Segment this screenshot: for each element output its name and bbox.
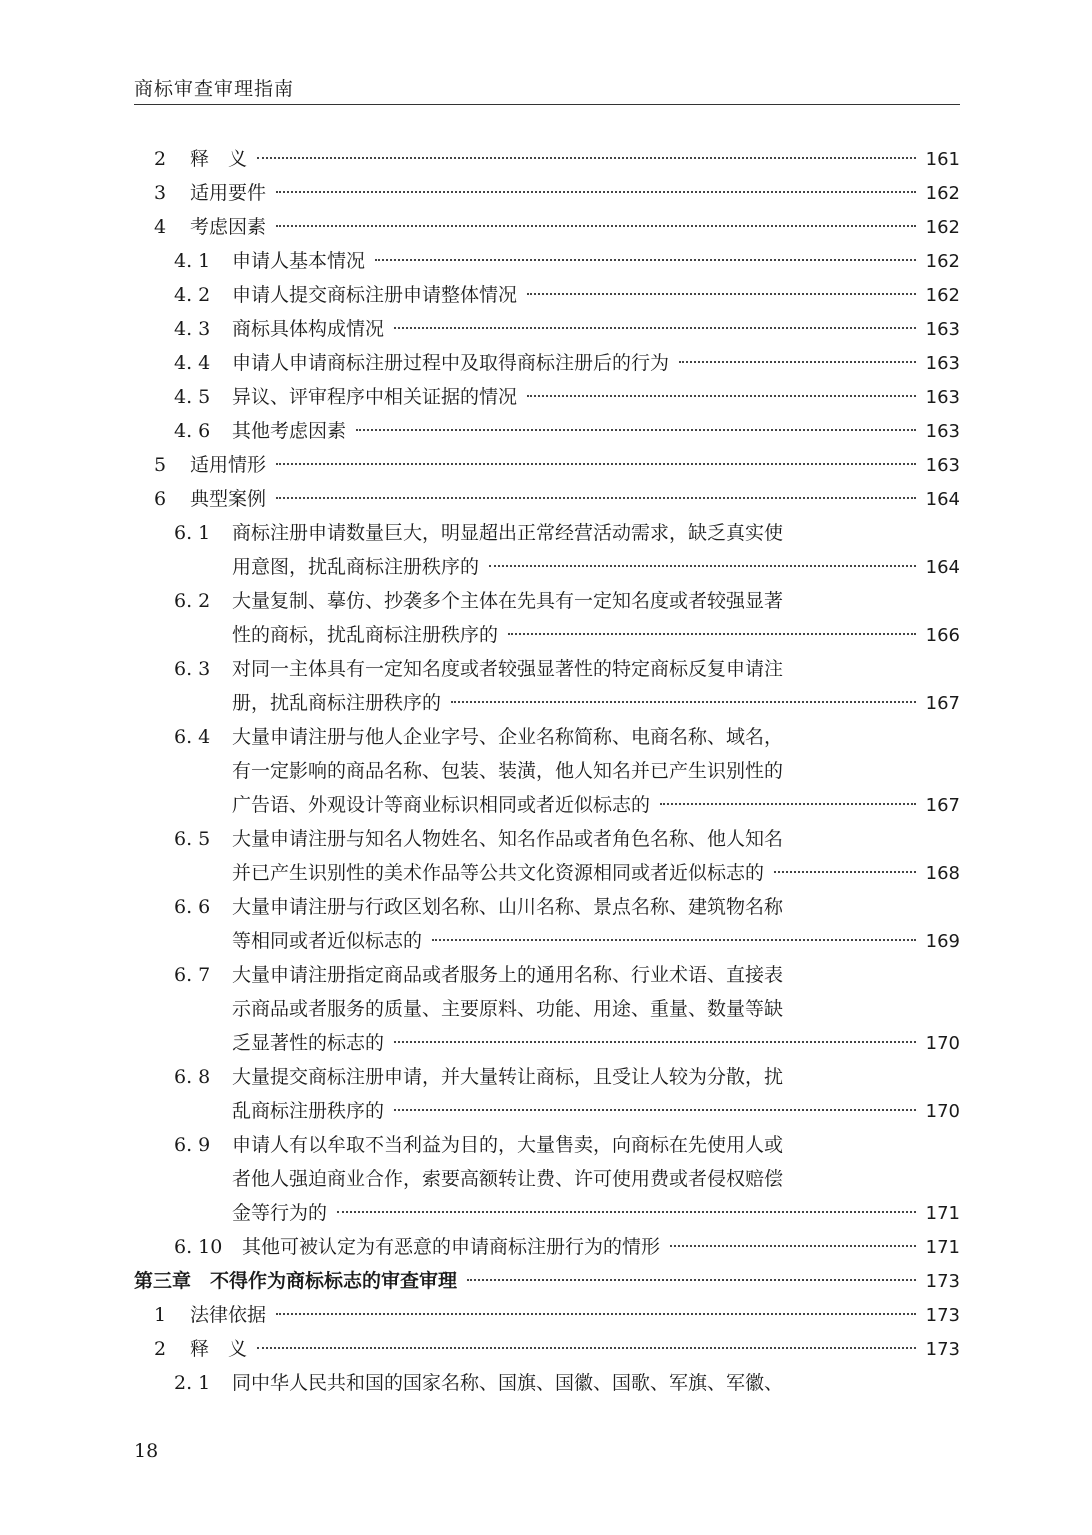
- toc-entry-title: 大量申请注册与他人企业字号、企业名称简称、电商名称、域名，: [232, 726, 784, 748]
- toc-entry-number: 2. 1: [174, 1372, 211, 1394]
- toc-entry-number: 6. 4: [174, 726, 211, 748]
- dot-leader: [276, 463, 916, 465]
- toc-entry-page: 173: [925, 1271, 960, 1292]
- toc-entry-number: 6. 10: [174, 1236, 223, 1258]
- toc-entry-title: 示商品或者服务的质量、主要原料、功能、用途、重量、数量等缺: [232, 998, 784, 1020]
- dot-leader: [394, 1041, 916, 1043]
- toc-entry-page: 173: [925, 1339, 960, 1360]
- toc-entry-number: 4. 6: [174, 420, 211, 442]
- toc-entry-number: 1: [154, 1304, 167, 1326]
- toc-entry-page: 162: [925, 285, 960, 306]
- toc-entry: [134, 312, 960, 346]
- dot-leader: [508, 633, 916, 635]
- toc-entry-number: 4. 3: [174, 318, 211, 340]
- dot-leader: [774, 871, 916, 873]
- toc-entry-page: 163: [925, 353, 960, 374]
- dot-leader: [276, 1313, 916, 1315]
- toc-entry-title: 同中华人民共和国的国家名称、国旗、国徽、国歌、军旗、军徽、: [232, 1372, 784, 1394]
- toc-entry-number: 2: [154, 1338, 167, 1360]
- toc-entry-title: 大量提交商标注册申请，并大量转让商标，且受让人较为分散，扰: [232, 1066, 784, 1088]
- toc-entry-title: 对同一主体具有一定知名度或者较强显著性的特定商标反复申请注: [232, 658, 784, 680]
- toc-entry-title: 等相同或者近似标志的: [232, 930, 423, 952]
- toc-entry: [134, 448, 960, 482]
- dot-leader: [276, 191, 916, 193]
- toc-entry-title: 申请人基本情况: [232, 250, 366, 272]
- toc-entry-number: 6. 5: [174, 828, 211, 850]
- toc-entry: [134, 652, 960, 720]
- toc-entry-title: 申请人申请商标注册过程中及取得商标注册后的行为: [232, 352, 670, 374]
- dot-leader: [527, 395, 916, 397]
- toc-entry-number: 6. 9: [174, 1134, 211, 1156]
- dot-leader: [451, 701, 916, 703]
- toc-entry-page: 168: [925, 863, 960, 884]
- toc-entry-page: 163: [925, 387, 960, 408]
- toc-entry-number: 6. 3: [174, 658, 211, 680]
- toc-entry-title: 大量申请注册指定商品或者服务上的通用名称、行业术语、直接表: [232, 964, 784, 986]
- toc-entry-title: 乱商标注册秩序的: [232, 1100, 385, 1122]
- dot-leader: [276, 225, 916, 227]
- dot-leader: [467, 1279, 916, 1281]
- toc-entry: [134, 142, 960, 176]
- table-of-contents: [134, 142, 960, 1400]
- toc-entry-number: 4. 1: [174, 250, 211, 272]
- dot-leader: [257, 157, 916, 159]
- toc-entry-page: 163: [925, 455, 960, 476]
- toc-entry-page: 170: [925, 1101, 960, 1122]
- dot-leader: [356, 429, 916, 431]
- running-header: 商标审查审理指南: [134, 78, 295, 100]
- toc-entry-page: 162: [925, 183, 960, 204]
- dot-leader: [394, 327, 916, 329]
- toc-entry-page: 163: [925, 319, 960, 340]
- toc-entry: [134, 1128, 960, 1230]
- dot-leader: [375, 259, 916, 261]
- dot-leader: [670, 1245, 916, 1247]
- toc-entry-number: 3: [154, 182, 167, 204]
- toc-entry-title: 申请人提交商标注册申请整体情况: [232, 284, 518, 306]
- toc-entry: [134, 278, 960, 312]
- toc-entry-title: 考虑因素: [190, 216, 267, 238]
- toc-entry-page: 161: [925, 149, 960, 170]
- toc-entry-title: 释 义: [190, 1338, 248, 1360]
- toc-entry-title: 广告语、外观设计等商业标识相同或者近似标志的: [232, 794, 651, 816]
- toc-entry-number: 6. 2: [174, 590, 211, 612]
- dot-leader: [394, 1109, 916, 1111]
- toc-entry: [134, 176, 960, 210]
- toc-entry: [134, 414, 960, 448]
- toc-entry-title: 释 义: [190, 148, 248, 170]
- dot-leader: [489, 565, 916, 567]
- toc-entry-number: 6. 1: [174, 522, 211, 544]
- toc-entry: [134, 380, 960, 414]
- toc-entry-title: 者他人强迫商业合作，索要高额转让费、许可使用费或者侵权赔偿: [232, 1168, 784, 1190]
- toc-entry-page: 173: [925, 1305, 960, 1326]
- toc-entry-page: 163: [925, 421, 960, 442]
- toc-entry-number: 6: [154, 488, 167, 510]
- toc-entry-title: 金等行为的: [232, 1202, 328, 1224]
- toc-entry-page: 167: [925, 795, 960, 816]
- toc-entry-title: 有一定影响的商品名称、包装、装潢，他人知名并已产生识别性的: [232, 760, 784, 782]
- dot-leader: [527, 293, 916, 295]
- toc-entry: [134, 210, 960, 244]
- toc-entry-title: 其他考虑因素: [232, 420, 347, 442]
- toc-entry: [134, 1298, 960, 1332]
- toc-entry: [134, 516, 960, 584]
- toc-entry-page: 171: [925, 1237, 960, 1258]
- toc-entry-title: 异议、评审程序中相关证据的情况: [232, 386, 518, 408]
- toc-entry-page: 167: [925, 693, 960, 714]
- toc-entry-number: 4: [154, 216, 167, 238]
- toc-entry-title: 大量复制、摹仿、抄袭多个主体在先具有一定知名度或者较强显著: [232, 590, 784, 612]
- toc-entry-number: 2: [154, 148, 167, 170]
- toc-entry-number: 6. 7: [174, 964, 211, 986]
- toc-entry: [134, 890, 960, 958]
- toc-entry-number: 6. 8: [174, 1066, 211, 1088]
- toc-entry: [134, 244, 960, 278]
- toc-entry-page: 166: [925, 625, 960, 646]
- toc-entry-title: 申请人有以牟取不当利益为目的，大量售卖，向商标在先使用人或: [232, 1134, 784, 1156]
- toc-entry-number: 4. 5: [174, 386, 211, 408]
- toc-entry-title: 大量申请注册与行政区划名称、山川名称、景点名称、建筑物名称: [232, 896, 784, 918]
- toc-entry-title: 典型案例: [190, 488, 267, 510]
- toc-entry-title: 并已产生识别性的美术作品等公共文化资源相同或者近似标志的: [232, 862, 765, 884]
- toc-entry-number: 6. 6: [174, 896, 211, 918]
- toc-entry-title: 商标注册申请数量巨大，明显超出正常经营活动需求，缺乏真实使: [232, 522, 784, 544]
- header-rule: [134, 104, 960, 105]
- toc-entry-page: 169: [925, 931, 960, 952]
- toc-entry-title: 用意图，扰乱商标注册秩序的: [232, 556, 480, 578]
- toc-entry: [134, 958, 960, 1060]
- toc-entry-title: 性的商标，扰乱商标注册秩序的: [232, 624, 499, 646]
- toc-entry-title: 册，扰乱商标注册秩序的: [232, 692, 442, 714]
- toc-entry-number: 5: [154, 454, 167, 476]
- dot-leader: [660, 803, 916, 805]
- dot-leader: [337, 1211, 916, 1213]
- toc-entry-page: 170: [925, 1033, 960, 1054]
- toc-entry-page: 171: [925, 1203, 960, 1224]
- page-number: 18: [134, 1440, 159, 1462]
- toc-entry: [134, 1332, 960, 1366]
- toc-entry-page: 164: [925, 489, 960, 510]
- toc-entry-page: 162: [925, 251, 960, 272]
- toc-entry: [134, 720, 960, 822]
- toc-chapter-entry: [134, 1264, 960, 1298]
- toc-entry-title: 大量申请注册与知名人物姓名、知名作品或者角色名称、他人知名: [232, 828, 784, 850]
- toc-entry-title: 适用要件: [190, 182, 267, 204]
- toc-entry: [134, 1060, 960, 1128]
- toc-entry: [134, 1230, 960, 1264]
- toc-entry: [134, 1366, 960, 1400]
- toc-entry-page: 164: [925, 557, 960, 578]
- toc-entry: [134, 584, 960, 652]
- toc-entry-title: 第三章 不得作为商标标志的审查审理: [134, 1270, 458, 1292]
- toc-entry-page: 162: [925, 217, 960, 238]
- toc-entry-title: 法律依据: [190, 1304, 267, 1326]
- dot-leader: [432, 939, 916, 941]
- toc-entry: [134, 346, 960, 380]
- dot-leader: [679, 361, 916, 363]
- toc-entry-title: 乏显著性的标志的: [232, 1032, 385, 1054]
- toc-entry-title: 其他可被认定为有恶意的申请商标注册行为的情形: [242, 1236, 661, 1258]
- toc-entry: [134, 822, 960, 890]
- dot-leader: [276, 497, 916, 499]
- toc-entry-number: 4. 4: [174, 352, 211, 374]
- dot-leader: [257, 1347, 916, 1349]
- toc-entry-title: 商标具体构成情况: [232, 318, 385, 340]
- toc-entry-title: 适用情形: [190, 454, 267, 476]
- toc-entry: [134, 482, 960, 516]
- toc-entry-number: 4. 2: [174, 284, 211, 306]
